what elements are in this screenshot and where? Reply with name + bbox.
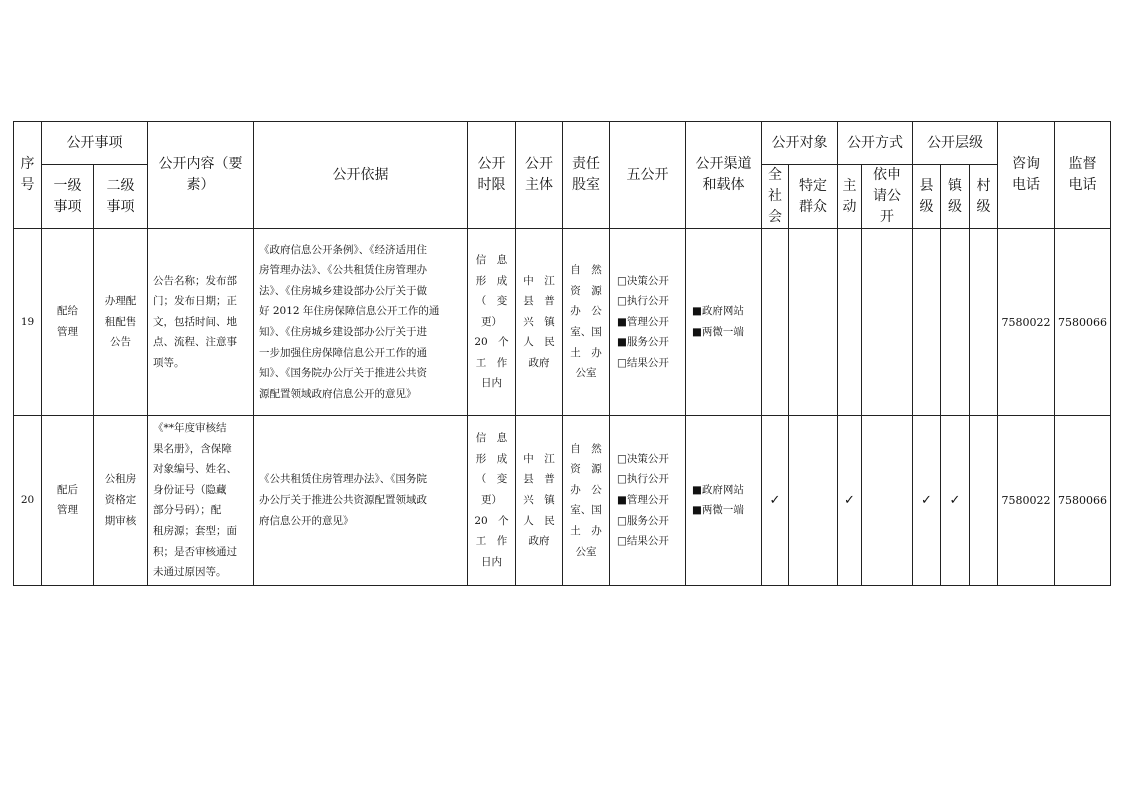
- row-seq: 20: [14, 416, 42, 586]
- header-level-county: 县 级: [913, 165, 941, 229]
- row-subject: 中 江 县 普 兴 镇 人 民 政府: [516, 229, 563, 416]
- header-dept: 责任 股室: [563, 122, 610, 229]
- row-content: 公告名称；发布部 门；发布日期；正 文，包括时间、地 点、流程、注意事 项等。: [148, 229, 254, 416]
- table-row: [14, 416, 1111, 586]
- header-subject: 公开 主体: [516, 122, 563, 229]
- row-method-active: ✓: [838, 416, 862, 586]
- header-item-group: 公开事项: [42, 122, 148, 165]
- header-channel: 公开渠道 和载体: [686, 122, 762, 229]
- row-level-county: [913, 229, 941, 416]
- header-deadline: 公开 时限: [468, 122, 516, 229]
- header-method-request: 依申 请公 开: [862, 165, 913, 229]
- row-level2: 办理配 租配售 公告: [94, 229, 148, 416]
- row-target-all: [762, 229, 789, 416]
- row-method-request: [862, 229, 913, 416]
- header-seq: 序 号: [14, 122, 42, 229]
- row-level-village: [970, 229, 998, 416]
- row-seq: 19: [14, 229, 42, 416]
- row-method-active: [838, 229, 862, 416]
- row-target-specific: [789, 229, 838, 416]
- row-level-village: [970, 416, 998, 586]
- table-row: [14, 229, 1111, 416]
- row-supervise-phone: 7580066: [1055, 416, 1111, 586]
- row-supervise-phone: 7580066: [1055, 229, 1111, 416]
- row-target-all: ✓: [762, 416, 789, 586]
- row-five: □决策公开 □执行公开 ■管理公开 ■服务公开 □结果公开: [610, 229, 686, 416]
- header-level2: 二级 事项: [94, 165, 148, 229]
- row-level1: 配后 管理: [42, 416, 94, 586]
- row-subject: 中 江 县 普 兴 镇 人 民 政府: [516, 416, 563, 586]
- header-target-specific: 特定 群众: [789, 165, 838, 229]
- row-deadline: 信 息 形 成 （ 变 更） 20 个 工 作 日内: [468, 416, 516, 586]
- row-dept: 自 然 资 源 办 公 室、国 土 办 公室: [563, 416, 610, 586]
- header-content: 公开内容（要 素）: [148, 122, 254, 229]
- header-row-1: [14, 122, 1111, 165]
- row-five: □决策公开 □执行公开 ■管理公开 □服务公开 □结果公开: [610, 416, 686, 586]
- row-level-town: ✓: [941, 416, 970, 586]
- row-basis: 《政府信息公开条例》、《经济适用住 房管理办法》、《公共租赁住房管理办 法》、《住房城乡建设部办公厅关于做 好 2012 年住房保障信息公开工作的通 知》、《住房城乡建设部办公厅关于进 一步加强住房保障信息公开工作的通 知》、《国务院办公厅关于推进公共资 源配置领域政府信息公开的意见》: [254, 229, 468, 416]
- header-consult: 咨询 电话: [998, 122, 1055, 229]
- row-level-town: [941, 229, 970, 416]
- disclosure-table: [13, 121, 1111, 586]
- header-supervise: 监督 电话: [1055, 122, 1111, 229]
- header-basis: 公开依据: [254, 122, 468, 229]
- header-level-village: 村 级: [970, 165, 998, 229]
- row-level-county: ✓: [913, 416, 941, 586]
- row-deadline: 信 息 形 成 （ 变 更） 20 个 工 作 日内: [468, 229, 516, 416]
- row-dept: 自 然 资 源 办 公 室、国 土 办 公室: [563, 229, 610, 416]
- row-method-request: [862, 416, 913, 586]
- header-method-active: 主 动: [838, 165, 862, 229]
- header-five: 五公开: [610, 122, 686, 229]
- row-level1: 配给 管理: [42, 229, 94, 416]
- row-target-specific: [789, 416, 838, 586]
- header-target-all: 全 社 会: [762, 165, 789, 229]
- header-level-group: 公开层级: [913, 122, 998, 165]
- row-basis: 《公共租赁住房管理办法》、《国务院 办公厅关于推进公共资源配置领域政 府信息公开的意见》: [254, 416, 468, 586]
- header-target-group: 公开对象: [762, 122, 838, 165]
- header-level-town: 镇 级: [941, 165, 970, 229]
- row-channel: ■政府网站 ■两微一端: [686, 416, 762, 586]
- header-level1: 一级 事项: [42, 165, 94, 229]
- row-channel: ■政府网站 ■两微一端: [686, 229, 762, 416]
- row-content: 《**年度审核结 果名册》，含保障 对象编号、姓名、 身份证号（隐藏 部分号码）；配 租房源；套型；面 积；是否审核通过 未通过原因等。: [148, 416, 254, 586]
- row-level2: 公租房 资格定 期审核: [94, 416, 148, 586]
- row-consult-phone: 7580022: [998, 229, 1055, 416]
- header-method-group: 公开方式: [838, 122, 913, 165]
- row-consult-phone: 7580022: [998, 416, 1055, 586]
